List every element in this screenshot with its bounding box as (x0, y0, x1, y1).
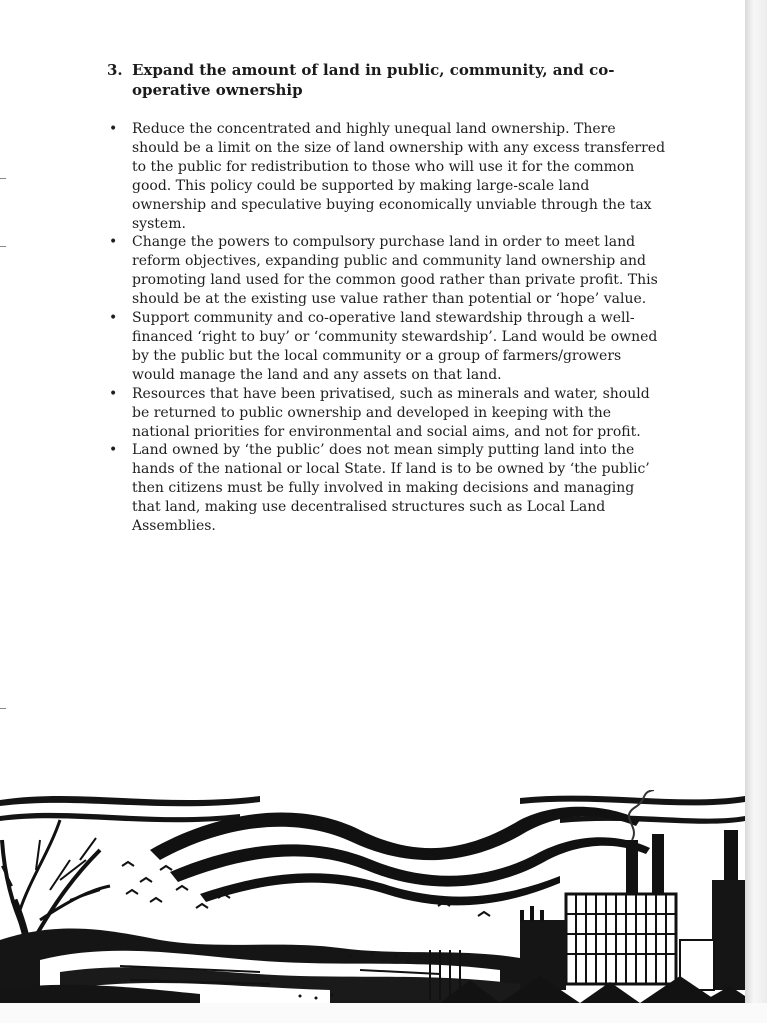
section-number: 3. (107, 61, 123, 79)
bullet-text: Reduce the concentrated and highly unequal land ownership. There should be a limit on the size of land ownership with any excess transferred to the public for redistribution to those who will use it for the common good. This policy could be supported by making large-scale land ownership and speculative buying economically unviable through the tax system. (132, 121, 666, 232)
landscape-illustration (0, 790, 745, 1003)
edge-mark (0, 246, 6, 247)
bottom-margin (0, 1003, 767, 1023)
edge-mark (0, 178, 6, 179)
bullet-item (107, 120, 667, 233)
bullet-dot: • (109, 234, 118, 251)
bullet-item (107, 233, 667, 309)
bullet-list (107, 120, 667, 536)
page-edge-shadow (745, 0, 767, 1023)
hills (0, 928, 520, 1003)
section-heading (107, 60, 667, 100)
edge-mark (0, 708, 6, 709)
bullet-text: Change the powers to compulsory purchase land in order to meet land reform objectives, expanding public and community land ownership and promoting land used for the common good rather than private profit. This should be at the existing use value rather than potential or ‘hope’ value. (132, 234, 658, 308)
bullet-text: Support community and co-operative land stewardship through a well-financed ‘right to buy’ or ‘community stewardship’. Land would be owned by the public but the local community or a group of farmers/growers would manage the land and any assets on that land. (132, 310, 658, 383)
bullet-item (107, 309, 667, 385)
bullet-dot: • (109, 385, 118, 402)
bullet-text: Land owned by ‘the public’ does not mean simply putting land into the hands of the national or local State. If land is to be owned by ‘the public’ then citizens must be fully involved in making decisions and managing that land, making use decentralised structures such as Local Land Assemblies. (132, 442, 650, 535)
bullet-text: Resources that have been privatised, such as minerals and water, should be returned to public ownership and developed in keeping with the national priorities for environmental and social aims, and not for profit. (132, 385, 650, 440)
bullet-dot: • (109, 121, 118, 137)
bullet-item (107, 441, 667, 536)
bullet-dot: • (109, 442, 118, 459)
bullet-item (107, 385, 667, 442)
section-title: Expand the amount of land in public, community, and co-operative ownership (132, 61, 615, 99)
bullet-dot: • (109, 310, 118, 327)
